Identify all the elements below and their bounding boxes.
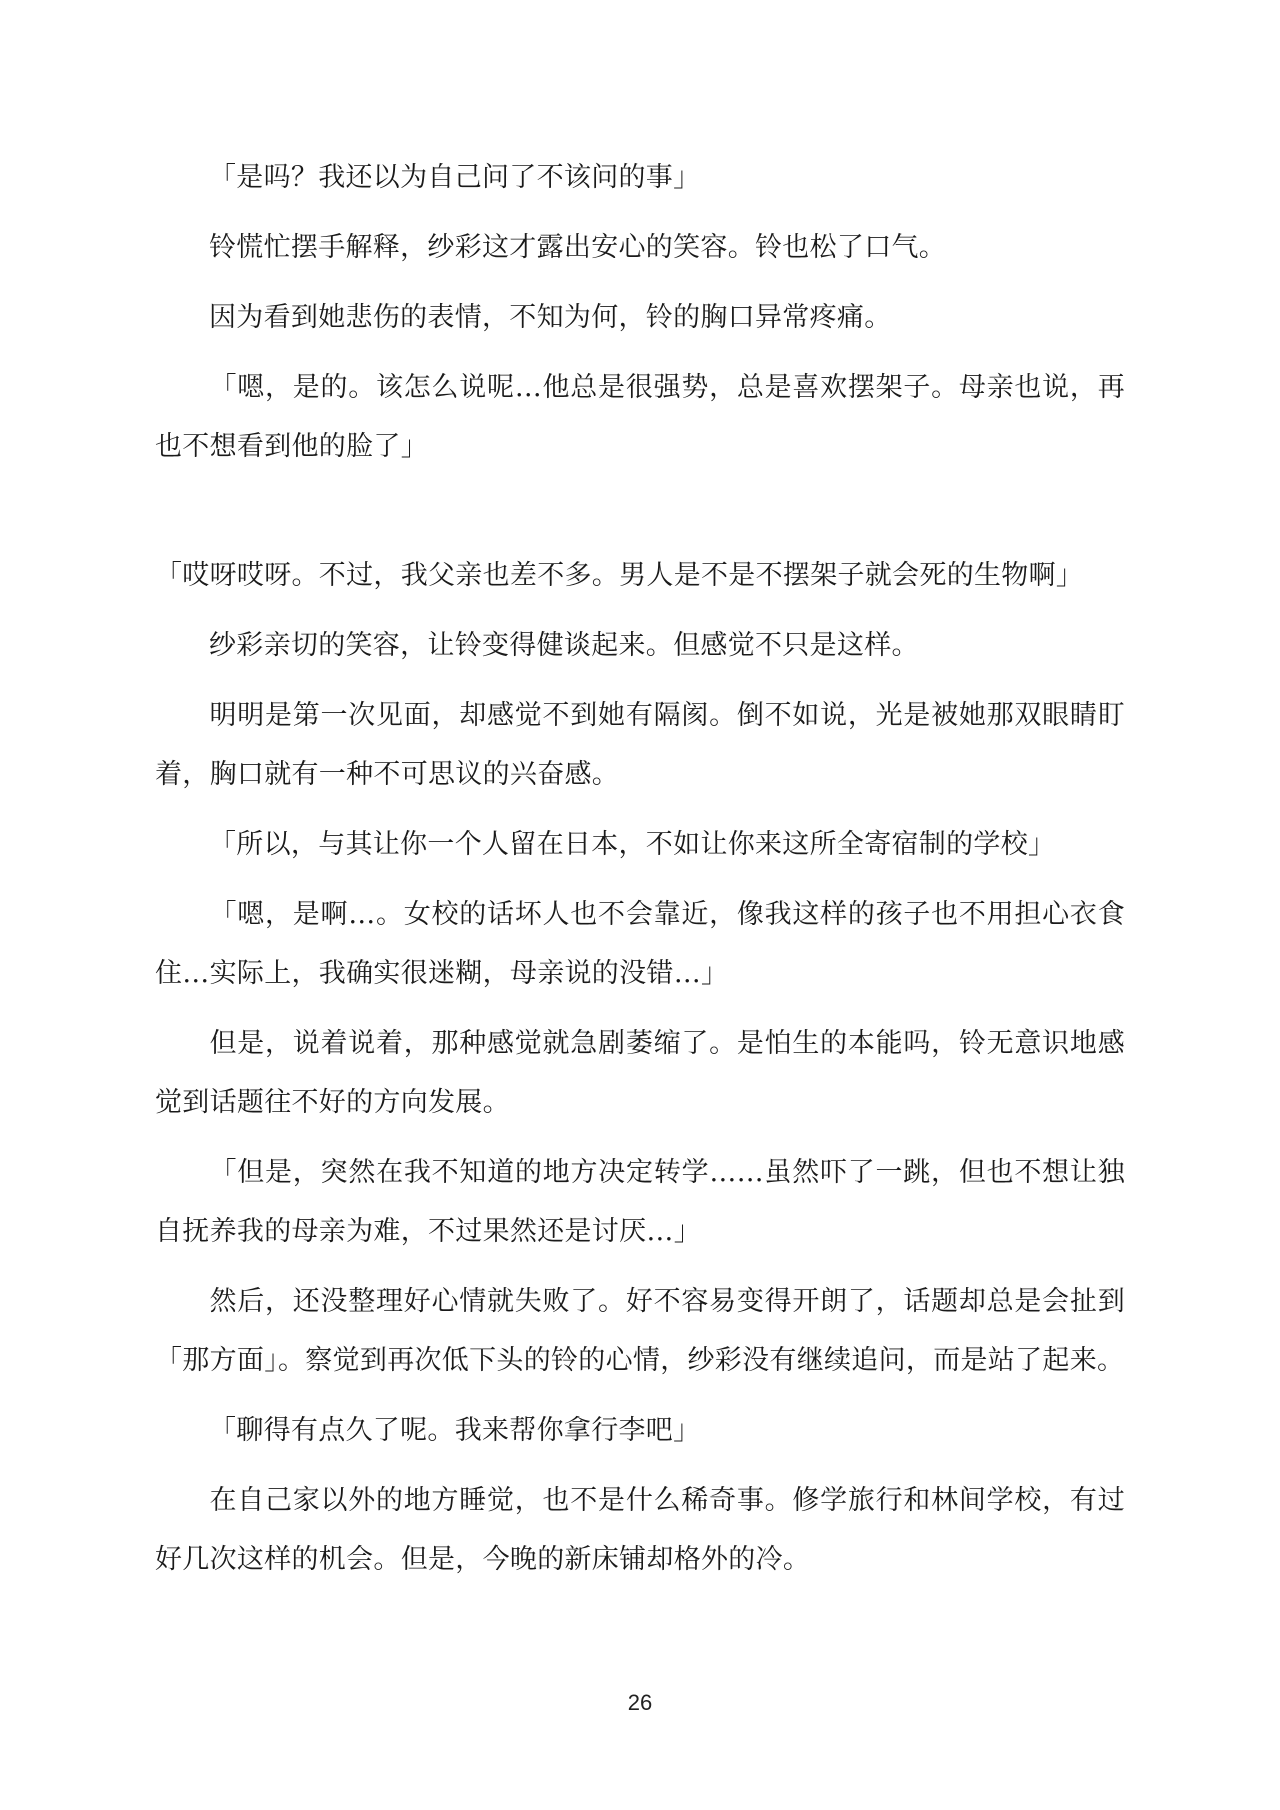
paragraph-text: 「嗯，是的。该怎么说呢…他总是很强势，总是喜欢摆架子。母亲也说，再也不想看到他的脸了」 [155, 372, 1125, 462]
paragraph-text: 因为看到她悲伤的表情，不知为何，铃的胸口异常疼痛。 [209, 302, 892, 333]
paragraph [155, 288, 1125, 347]
paragraph [155, 815, 1125, 874]
body-text [155, 148, 1125, 1600]
paragraph-text: 「哎呀哎呀。不过，我父亲也差不多。男人是不是不摆架子就会死的生物啊」 [155, 560, 1084, 591]
paragraph-text: 然后，还没整理好心情就失败了。好不容易变得开朗了，话题却总是会扯到「那方面」。察觉到再次低下头的铃的心情，纱彩没有继续追问，而是站了起来。 [155, 1286, 1125, 1376]
paragraph-text: 「所以，与其让你一个人留在日本，不如让你来这所全寄宿制的学校」 [209, 829, 1056, 860]
paragraph-text: 纱彩亲切的笑容，让铃变得健谈起来。但感觉不只是这样。 [209, 630, 919, 661]
paragraph [155, 1272, 1125, 1390]
paragraph-text: 明明是第一次见面，却感觉不到她有隔阂。倒不如说，光是被她那双眼睛盯着，胸口就有一种不可思议的兴奋感。 [155, 700, 1125, 790]
paragraph-text: 在自己家以外的地方睡觉，也不是什么稀奇事。修学旅行和林间学校，有过好几次这样的机会。但是，今晚的新床铺却格外的冷。 [155, 1485, 1125, 1575]
paragraph [155, 487, 1125, 605]
paragraph [155, 1014, 1125, 1132]
paragraph-text: 「但是，突然在我不知道的地方决定转学……虽然吓了一跳，但也不想让独自抚养我的母亲为难，不过果然还是讨厌…」 [155, 1157, 1125, 1247]
page-number: 26 [627, 1690, 653, 1715]
paragraph [155, 1143, 1125, 1261]
paragraph [155, 686, 1125, 804]
paragraph [155, 1401, 1125, 1460]
paragraph [155, 218, 1125, 277]
paragraph [155, 885, 1125, 1003]
paragraph-text: 但是，说着说着，那种感觉就急剧萎缩了。是怕生的本能吗，铃无意识地感觉到话题往不好的方向发展。 [155, 1028, 1125, 1118]
paragraph-text: 「聊得有点久了呢。我来帮你拿行李吧」 [209, 1415, 701, 1446]
paragraph-text: 「嗯，是啊…。女校的话坏人也不会靠近，像我这样的孩子也不用担心衣食住…实际上，我确实很迷糊，母亲说的没错…」 [155, 899, 1125, 989]
paragraph [155, 1471, 1125, 1589]
paragraph [155, 616, 1125, 675]
paragraph [155, 148, 1125, 207]
paragraph-text: 铃慌忙摆手解释，纱彩这才露出安心的笑容。铃也松了口气。 [209, 232, 947, 263]
paragraph [155, 358, 1125, 476]
paragraph-text: 「是吗？我还以为自己问了不该问的事」 [209, 162, 701, 193]
